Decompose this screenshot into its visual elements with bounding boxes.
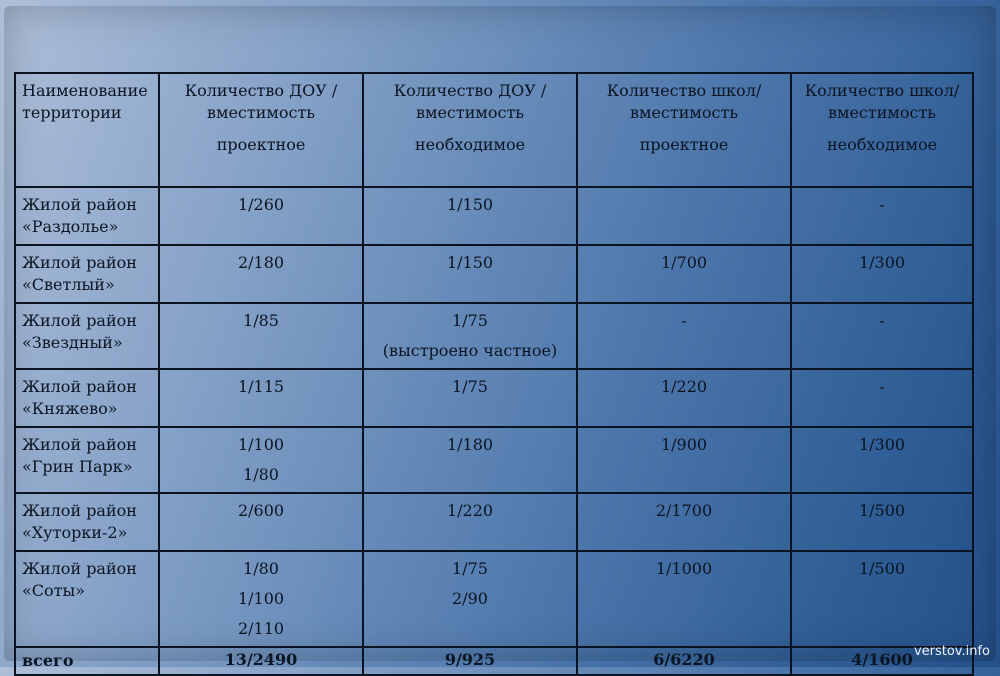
total-dou-project: 13/2490 xyxy=(159,647,363,675)
dou-project-cell xyxy=(159,303,363,369)
dou-project-value: 1/260 xyxy=(237,195,285,214)
table-row xyxy=(15,303,973,369)
total-schools-project: 6/6220 xyxy=(577,647,791,675)
dou-project-value: 1/80 xyxy=(243,559,279,578)
header-dou-needed-label: Количество ДОУ /вместимость xyxy=(393,81,547,122)
schools-project-value: 1/220 xyxy=(660,377,708,396)
facilities-table xyxy=(14,72,974,676)
dou-needed-value: 1/75 xyxy=(452,311,488,330)
table-row xyxy=(15,427,973,493)
header-schools-needed-sub: необходимое xyxy=(826,135,938,154)
table-row xyxy=(15,245,973,303)
dou-project-value: 1/100 xyxy=(237,435,285,454)
schools-needed-cell xyxy=(791,303,973,369)
dou-project-cell xyxy=(159,245,363,303)
territory-name-cell: Жилой район «Грин Парк» xyxy=(15,427,159,493)
territory-name-cell: Жилой район «Соты» xyxy=(15,551,159,647)
header-dou-project xyxy=(159,73,363,187)
schools-needed-cell xyxy=(791,369,973,427)
dou-project-value: 1/85 xyxy=(243,311,279,330)
territory-name-cell: Жилой район «Раздолье» xyxy=(15,187,159,245)
schools-needed-value: - xyxy=(879,311,885,330)
dou-project-value: 2/180 xyxy=(237,253,285,272)
schools-project-value: 1/700 xyxy=(660,253,708,272)
table-row xyxy=(15,493,973,551)
schools-project-value: - xyxy=(681,311,687,330)
dou-project-value: 1/100 xyxy=(237,589,285,608)
dou-needed-value: 2/90 xyxy=(452,589,488,608)
schools-needed-value: - xyxy=(879,377,885,396)
schools-project-value: 1/1000 xyxy=(655,559,713,578)
schools-needed-cell xyxy=(791,427,973,493)
schools-needed-cell xyxy=(791,493,973,551)
territory-name-cell: Жилой район «Княжево» xyxy=(15,369,159,427)
schools-needed-cell xyxy=(791,551,973,647)
schools-project-value: 1/900 xyxy=(660,435,708,454)
dou-needed-value: 1/220 xyxy=(446,501,494,520)
header-schools-needed-label: Количество школ/вместимость xyxy=(804,81,960,122)
total-schools-needed: 4/1600 xyxy=(791,647,973,675)
dou-project-value: 2/110 xyxy=(237,619,285,638)
dou-needed-value: 1/150 xyxy=(446,253,494,272)
schools-project-cell xyxy=(577,303,791,369)
dou-project-cell xyxy=(159,187,363,245)
schools-needed-cell xyxy=(791,245,973,303)
dou-needed-value: (выстроено частное) xyxy=(382,341,558,360)
schools-needed-value: 1/500 xyxy=(858,501,906,520)
schools-project-cell xyxy=(577,187,791,245)
dou-needed-cell xyxy=(363,245,577,303)
header-schools-project-label: Количество школ/вместимость xyxy=(606,81,762,122)
dou-project-value: 1/80 xyxy=(243,465,279,484)
schools-project-cell xyxy=(577,493,791,551)
dou-needed-cell xyxy=(363,369,577,427)
dou-project-cell xyxy=(159,369,363,427)
header-dou-needed xyxy=(363,73,577,187)
dou-needed-cell xyxy=(363,303,577,369)
dou-project-value: 2/600 xyxy=(237,501,285,520)
header-schools-project-sub: проектное xyxy=(639,135,729,154)
schools-needed-value: - xyxy=(879,195,885,214)
schools-project-cell xyxy=(577,427,791,493)
header-schools-project xyxy=(577,73,791,187)
territory-name-cell: Жилой район «Светлый» xyxy=(15,245,159,303)
total-dou-needed: 9/925 xyxy=(363,647,577,675)
dou-needed-value: 1/75 xyxy=(452,377,488,396)
schools-project-value: 2/1700 xyxy=(655,501,713,520)
header-dou-project-sub: проектное xyxy=(216,135,306,154)
dou-project-cell xyxy=(159,551,363,647)
dou-needed-value: 1/150 xyxy=(446,195,494,214)
dou-project-cell xyxy=(159,493,363,551)
table-row xyxy=(15,187,973,245)
total-label: всего xyxy=(15,647,159,675)
dou-needed-value: 1/180 xyxy=(446,435,494,454)
dou-needed-cell xyxy=(363,187,577,245)
header-schools-needed xyxy=(791,73,973,187)
territory-name-cell: Жилой район «Хуторки-2» xyxy=(15,493,159,551)
territory-name-cell: Жилой район «Звездный» xyxy=(15,303,159,369)
schools-project-cell xyxy=(577,245,791,303)
table-row xyxy=(15,551,973,647)
header-territory xyxy=(15,73,159,187)
dou-needed-value: 1/75 xyxy=(452,559,488,578)
table-row xyxy=(15,369,973,427)
header-territory-label: Наименование территории xyxy=(22,81,148,122)
schools-needed-value: 1/300 xyxy=(858,435,906,454)
table-body xyxy=(15,187,973,647)
dou-project-cell xyxy=(159,427,363,493)
header-dou-needed-sub: необходимое xyxy=(414,135,526,154)
schools-needed-value: 1/500 xyxy=(858,559,906,578)
total-row xyxy=(15,647,973,675)
schools-project-cell xyxy=(577,369,791,427)
header-dou-project-label: Количество ДОУ /вместимость xyxy=(184,81,338,122)
schools-needed-value: 1/300 xyxy=(858,253,906,272)
watermark: verstov.info xyxy=(913,644,990,659)
schools-needed-cell xyxy=(791,187,973,245)
dou-needed-cell xyxy=(363,551,577,647)
dou-needed-cell xyxy=(363,493,577,551)
table-header-row xyxy=(15,73,973,187)
dou-project-value: 1/115 xyxy=(237,377,285,396)
dou-needed-cell xyxy=(363,427,577,493)
schools-project-cell xyxy=(577,551,791,647)
